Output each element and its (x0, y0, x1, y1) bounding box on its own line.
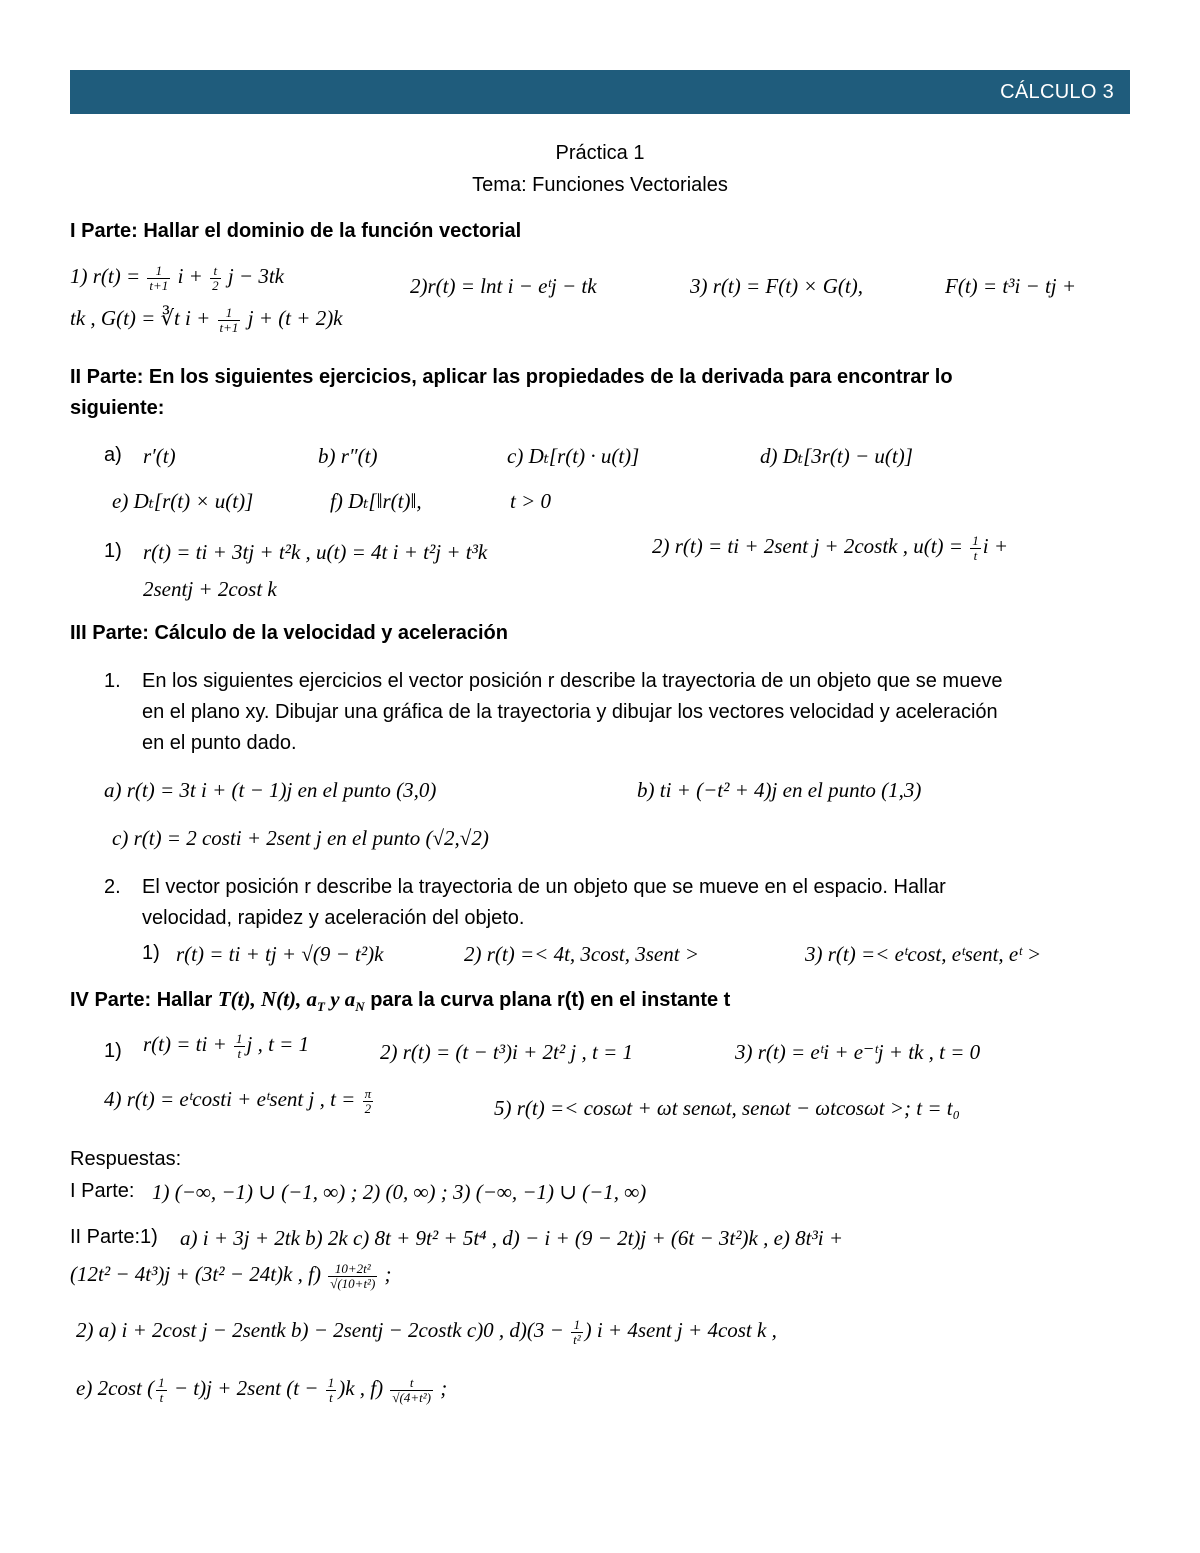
answers-heading: Respuestas: (70, 1148, 182, 1170)
part2-d: d) Dₜ[3r(t) − u(t)] (760, 444, 913, 468)
part3-q3: 3) r(t) =< eᵗcost, eᵗsent, eᵗ > (805, 942, 1042, 966)
text: 2) r(t) = ti + 2sent j + 2costk , u(t) = (652, 534, 969, 558)
text: i + (982, 534, 1008, 558)
part4-e1 (143, 1032, 309, 1060)
text: j − 3tk (222, 264, 284, 288)
fraction (363, 1087, 374, 1115)
answers-p1: 1) (−∞, −1) ∪ (−1, ∞) ; 2) (0, ∞) ; 3) (−∞, −1) ∪ (−1, ∞) (152, 1180, 647, 1204)
part3-item1-line1: En los siguientes ejercicios el vector posición r describe la trayectoria de un objeto que se mueve (142, 670, 1003, 692)
course-label: CÁLCULO 3 (1000, 81, 1114, 103)
part3-q1-label: 1) (142, 942, 160, 964)
part2-p2 (652, 534, 1008, 562)
numerator: 1 (972, 533, 979, 549)
part2-p2-cont: 2sentj + 2cost k (143, 577, 277, 601)
numerator: 1 (571, 1318, 583, 1333)
part1-ex3-f: F(t) = t³i − tj + (945, 274, 1077, 298)
part4-e4 (104, 1087, 375, 1115)
part4-e1-label: 1) (104, 1040, 122, 1062)
part4-heading (70, 987, 730, 1015)
text: (12t² − 4t³)j + (3t² − 24t)k , f) (70, 1262, 327, 1286)
fraction (328, 1262, 377, 1290)
denominator: t+1 (219, 319, 239, 335)
text: ) i + 4sent j + 4cost k , (584, 1318, 777, 1342)
subscript: N (355, 999, 365, 1014)
text: IV Parte: Hallar (70, 989, 218, 1011)
text: 1) r(t) = (70, 264, 146, 288)
numerator: 1 (147, 264, 170, 279)
text: j + (t + 2)k (242, 306, 343, 330)
denominator: t (237, 1045, 242, 1061)
part1-ex3: 3) r(t) = F(t) × G(t), (690, 274, 863, 298)
part4-e3: 3) r(t) = eᵗi + e⁻ᵗj + tk , t = 0 (735, 1040, 981, 1064)
fraction (210, 264, 221, 292)
fraction (571, 1318, 583, 1346)
part2-p1-label: 1) (104, 540, 122, 562)
part1-ex2: 2)r(t) = lnt i − eᵗj − tk (410, 274, 597, 298)
fraction (326, 1376, 337, 1404)
part3-ex-b: b) ti + (−t² + 4)j en el punto (1,3) (637, 778, 922, 802)
header-banner (70, 70, 1130, 114)
fraction (970, 534, 981, 562)
denominator: t (329, 1389, 333, 1405)
fraction (234, 1032, 245, 1060)
part3-heading: III Parte: Cálculo de la velocidad y aceleración (70, 622, 508, 644)
numerator: 1 (158, 1375, 165, 1391)
part2-f: f) Dₜ[‖r(t)‖, (330, 489, 422, 513)
numerator: 1 (218, 306, 241, 321)
text: r(t) = ti + (143, 1032, 233, 1056)
math: T(t), N(t), a (217, 987, 317, 1011)
fraction (147, 264, 170, 292)
part3-item1-line3: en el punto dado. (142, 732, 297, 754)
text: 4) r(t) = eᵗcosti + eᵗsent j , t = (104, 1087, 361, 1111)
numerator: t (210, 264, 221, 279)
part3-item2-line1: El vector posición r describe la trayectoria de un objeto que se mueve en el espacio. Hallar (142, 876, 946, 898)
answers-p2-line3 (76, 1318, 777, 1346)
denominator: t+1 (149, 277, 169, 293)
part4-e5: 5) r(t) =< cosωt + ωt senωt, senωt − ωtcosωt >; t = t₀ (494, 1096, 960, 1120)
numerator: 10+2t² (328, 1262, 377, 1277)
page-subtitle: Tema: Funciones Vectoriales (472, 174, 728, 196)
math: y a (324, 987, 356, 1011)
part3-q1: r(t) = ti + tj + √(9 − t²)k (176, 942, 384, 966)
denominator: √(10+t²) (330, 1275, 376, 1291)
part3-item2-line2: velocidad, rapidez y aceleración del objeto. (142, 907, 525, 929)
text: − t)j + 2sent (t − (168, 1376, 324, 1400)
part2-p1: r(t) = ti + 3tj + t²k , u(t) = 4t i + t²j + t³k (143, 540, 488, 564)
part2-c: c) Dₜ[r(t) · u(t)] (507, 444, 640, 468)
part1-line1 (70, 264, 284, 292)
part2-e: e) Dₜ[r(t) × u(t)] (112, 489, 254, 513)
text: tk , G(t) = ∛t i + (70, 306, 216, 330)
text: i + (172, 264, 209, 288)
part3-ex-a: a) r(t) = 3t i + (t − 1)j en el punto (3,0) (104, 778, 437, 802)
text: )k , f) (338, 1376, 389, 1400)
answers-p1-label: I Parte: (70, 1180, 135, 1202)
denominator: 2 (364, 1100, 372, 1116)
part2-b: b) r″(t) (318, 444, 378, 468)
part3-item2-num: 2. (104, 876, 121, 898)
text: para la curva plana r(t) en el instante t (364, 989, 731, 1011)
part4-e2: 2) r(t) = (t − t³)i + 2t² j , t = 1 (380, 1040, 634, 1064)
numerator: π (364, 1086, 372, 1102)
part1-line2 (70, 306, 343, 334)
answers-p2-line1: a) i + 3j + 2tk b) 2k c) 8t + 9t² + 5t⁴ , d) − i + (9 − 2t)j + (6t − 3t²)k , e) 8t³i + (180, 1226, 844, 1250)
part2-heading-cont: siguiente: (70, 397, 165, 419)
numerator: 1 (327, 1375, 335, 1391)
denominator: t² (573, 1331, 581, 1347)
answers-p2-line4 (76, 1376, 447, 1404)
fraction (218, 306, 241, 334)
numerator: t (390, 1376, 433, 1391)
part2-heading: II Parte: En los siguientes ejercicios, aplicar las propiedades de la derivada para encontrar lo (70, 366, 953, 388)
page-title: Práctica 1 (555, 142, 645, 164)
denominator: 2 (212, 277, 219, 293)
part3-item1-num: 1. (104, 670, 121, 692)
part3-q2: 2) r(t) =< 4t, 3cost, 3sent > (464, 942, 699, 966)
denominator: √(4+t²) (392, 1389, 431, 1405)
text: ; (379, 1262, 392, 1286)
fraction (390, 1376, 433, 1404)
text: ; (434, 1376, 448, 1400)
part1-heading: I Parte: Hallar el dominio de la función vectorial (70, 220, 522, 242)
part2-f-cond: t > 0 (510, 489, 552, 513)
text: 2) a) i + 2cost j − 2sentk b) − 2sentj − 2costk c)0 , d)(3 − (76, 1318, 570, 1342)
text: j , t = 1 (246, 1032, 310, 1056)
subscript: T (316, 999, 325, 1014)
denominator: t (973, 547, 978, 563)
text: e) 2cost ( (76, 1376, 155, 1400)
part3-ex-c: c) r(t) = 2 costi + 2sent j en el punto (√2,√2) (112, 826, 489, 850)
fraction (156, 1376, 167, 1404)
answers-p2-label: II Parte:1) (70, 1226, 158, 1248)
part2-a-label: a) (104, 444, 122, 466)
part3-item1-line2: en el plano xy. Dibujar una gráfica de la trayectoria y dibujar los vectores velocidad y aceleración (142, 701, 998, 723)
answers-p2-line2 (70, 1262, 392, 1290)
part2-a: r′(t) (143, 444, 176, 468)
numerator: 1 (236, 1031, 243, 1047)
denominator: t (159, 1389, 164, 1405)
